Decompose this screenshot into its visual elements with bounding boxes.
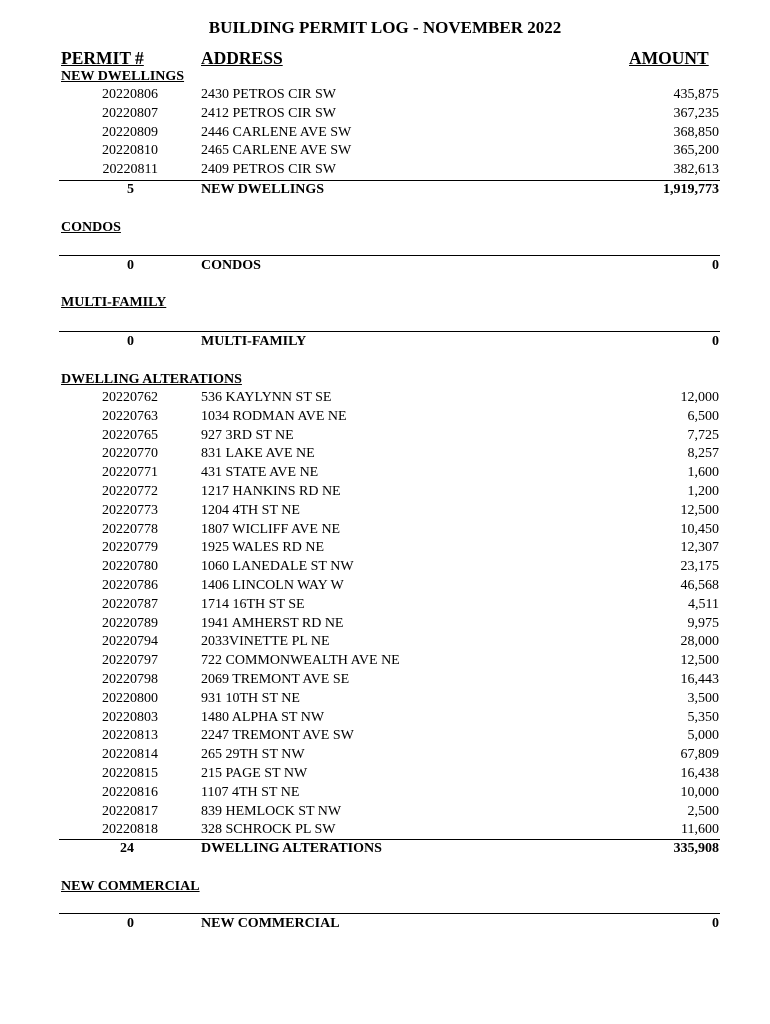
permit-number: 20220815 <box>102 765 158 781</box>
permit-number: 20220813 <box>102 728 158 744</box>
table-row <box>0 161 770 180</box>
table-row <box>0 746 770 765</box>
permit-number: 20220772 <box>102 483 158 499</box>
new-commercial-total-row <box>0 915 770 933</box>
column-header-amount: AMOUNT <box>629 48 709 68</box>
permit-amount: 12,000 <box>680 390 719 405</box>
table-row <box>0 821 770 840</box>
permit-number: 20220773 <box>102 502 158 518</box>
permit-amount: 10,000 <box>680 784 719 800</box>
permit-number: 20220786 <box>102 577 158 593</box>
permit-address: 2069 TREMONT AVE SE <box>201 671 350 687</box>
permit-amount: 67,809 <box>680 747 719 763</box>
table-row <box>0 558 770 577</box>
total-label: NEW COMMERCIAL <box>201 916 340 931</box>
permit-address: 839 HEMLOCK ST NW <box>201 803 342 819</box>
permit-address: 1060 LANEDALE ST NW <box>201 559 354 575</box>
permit-address: 831 LAKE AVE NE <box>201 446 315 462</box>
permit-address: 431 STATE AVE NE <box>201 465 319 481</box>
permit-amount: 12,307 <box>680 540 719 556</box>
permit-amount: 46,568 <box>680 577 719 593</box>
permit-amount: 365,200 <box>673 143 719 159</box>
permit-amount: 2,500 <box>687 803 719 819</box>
permit-amount: 1,200 <box>687 483 719 499</box>
total-amount: 335,908 <box>673 841 719 856</box>
permit-address: 1480 ALPHA ST NW <box>201 709 325 725</box>
permit-number: 20220797 <box>102 653 158 669</box>
permit-number: 20220762 <box>102 390 158 405</box>
permit-address: 2409 PETROS CIR SW <box>201 162 336 178</box>
permit-number: 20220803 <box>102 709 158 725</box>
permit-address: 215 PAGE ST NW <box>201 765 308 781</box>
dwelling-alterations-total-row <box>0 840 770 858</box>
permit-number: 20220809 <box>102 124 158 140</box>
section-label-multi-family: MULTI-FAMILY <box>61 295 167 310</box>
permit-number: 20220787 <box>102 596 158 612</box>
total-count: 24 <box>120 841 134 856</box>
section-label-new-dwellings: NEW DWELLINGS <box>61 69 185 84</box>
total-amount: 0 <box>712 334 719 349</box>
permit-amount: 4,511 <box>688 596 719 612</box>
table-row <box>0 483 770 502</box>
table-row <box>0 727 770 746</box>
table-row <box>0 803 770 822</box>
page-title: BUILDING PERMIT LOG - NOVEMBER 2022 <box>208 18 562 37</box>
multi-family-total-row <box>0 333 770 351</box>
permit-address: 1714 16TH ST SE <box>201 596 305 612</box>
permit-amount: 367,235 <box>673 105 719 121</box>
table-row <box>0 596 770 615</box>
permit-address: 2446 CARLENE AVE SW <box>201 124 352 140</box>
permit-number: 20220789 <box>102 615 158 631</box>
permit-amount: 16,443 <box>680 671 719 687</box>
permit-amount: 6,500 <box>687 408 719 424</box>
table-row <box>0 539 770 558</box>
condos-total-rule <box>59 255 720 256</box>
permit-number: 20220818 <box>102 822 158 838</box>
table-row <box>0 765 770 784</box>
permit-address: 1204 4TH ST NE <box>201 502 300 518</box>
permit-address: 927 3RD ST NE <box>201 427 294 443</box>
table-row <box>0 615 770 634</box>
permit-number: 20220798 <box>102 671 158 687</box>
permit-number: 20220816 <box>102 784 158 800</box>
permit-number: 20220778 <box>102 521 158 537</box>
table-row <box>0 577 770 596</box>
table-row <box>0 464 770 483</box>
table-row <box>0 709 770 728</box>
permit-address: 722 COMMONWEALTH AVE NE <box>201 653 400 669</box>
permit-amount: 28,000 <box>680 634 719 650</box>
section-label-new-commercial: NEW COMMERCIAL <box>61 879 200 894</box>
new-dwellings-list <box>0 86 770 180</box>
permit-number: 20220807 <box>102 105 158 121</box>
permit-number: 20220817 <box>102 803 158 819</box>
permit-address: 1107 4TH ST NE <box>201 784 300 800</box>
section-label-dwelling-alterations: DWELLING ALTERATIONS <box>61 372 242 387</box>
new-dwellings-total-row <box>0 181 770 199</box>
permit-address: 265 29TH ST NW <box>201 747 305 763</box>
permit-number: 20220771 <box>102 465 158 481</box>
permit-address: 2412 PETROS CIR SW <box>201 105 336 121</box>
permit-amount: 11,600 <box>681 822 719 838</box>
permit-amount: 382,613 <box>673 162 719 178</box>
permit-number: 20220779 <box>102 540 158 556</box>
permit-address: 931 10TH ST NE <box>201 690 300 706</box>
table-row <box>0 521 770 540</box>
permit-number: 20220814 <box>102 747 158 763</box>
total-amount: 0 <box>712 258 719 273</box>
table-row <box>0 142 770 161</box>
permit-number: 20220806 <box>102 87 158 102</box>
permit-address: 2465 CARLENE AVE SW <box>201 143 352 159</box>
permit-number: 20220794 <box>102 634 158 650</box>
permit-amount: 12,500 <box>680 502 719 518</box>
dwelling-alterations-list <box>0 389 770 840</box>
permit-address: 2430 PETROS CIR SW <box>201 87 336 102</box>
new-commercial-total-rule <box>59 913 720 914</box>
permit-amount: 1,600 <box>687 465 719 481</box>
table-row <box>0 427 770 446</box>
permit-address: 2033VINETTE PL NE <box>201 634 330 650</box>
table-row <box>0 389 770 408</box>
condos-total-row <box>0 257 770 275</box>
permit-address: 536 KAYLYNN ST SE <box>201 390 332 405</box>
permit-address: 328 SCHROCK PL SW <box>201 822 336 838</box>
table-row <box>0 105 770 124</box>
permit-address: 1925 WALES RD NE <box>201 540 325 556</box>
permit-number: 20220770 <box>102 446 158 462</box>
table-row <box>0 86 770 105</box>
total-amount: 1,919,773 <box>663 182 719 197</box>
table-row <box>0 633 770 652</box>
total-count: 0 <box>127 258 134 273</box>
permit-amount: 16,438 <box>680 765 719 781</box>
permit-amount: 8,257 <box>687 446 719 462</box>
permit-number: 20220763 <box>102 408 158 424</box>
total-label: CONDOS <box>201 258 261 273</box>
table-row <box>0 690 770 709</box>
total-count: 5 <box>127 182 134 197</box>
table-row <box>0 671 770 690</box>
permit-amount: 368,850 <box>673 124 719 140</box>
permit-number: 20220765 <box>102 427 158 443</box>
section-label-condos: CONDOS <box>61 220 121 235</box>
total-count: 0 <box>127 334 134 349</box>
permit-address: 1406 LINCOLN WAY W <box>201 577 344 593</box>
permit-address: 1217 HANKINS RD NE <box>201 483 341 499</box>
column-header-permit: PERMIT # <box>61 48 144 68</box>
permit-amount: 7,725 <box>687 427 719 443</box>
permit-amount: 435,875 <box>673 87 719 102</box>
total-label: MULTI-FAMILY <box>201 334 307 349</box>
permit-amount: 10,450 <box>680 521 719 537</box>
permit-address: 1807 WICLIFF AVE NE <box>201 521 341 537</box>
permit-address: 2247 TREMONT AVE SW <box>201 728 354 744</box>
multi-family-total-rule <box>59 331 720 332</box>
table-row <box>0 408 770 427</box>
permit-amount: 12,500 <box>680 653 719 669</box>
permit-amount: 9,975 <box>687 615 719 631</box>
permit-amount: 3,500 <box>687 690 719 706</box>
permit-number: 20220810 <box>102 143 158 159</box>
total-amount: 0 <box>712 916 719 931</box>
total-label: NEW DWELLINGS <box>201 182 325 197</box>
permit-number: 20220811 <box>102 162 158 178</box>
column-header-address: ADDRESS <box>201 48 283 68</box>
permit-amount: 5,000 <box>687 728 719 744</box>
table-row <box>0 652 770 671</box>
table-row <box>0 502 770 521</box>
total-count: 0 <box>127 916 134 931</box>
permit-number: 20220780 <box>102 559 158 575</box>
permit-number: 20220800 <box>102 690 158 706</box>
permit-address: 1941 AMHERST RD NE <box>201 615 344 631</box>
table-row <box>0 124 770 143</box>
table-row <box>0 445 770 464</box>
permit-amount: 23,175 <box>680 559 719 575</box>
table-row <box>0 784 770 803</box>
permit-amount: 5,350 <box>687 709 719 725</box>
permit-address: 1034 RODMAN AVE NE <box>201 408 347 424</box>
total-label: DWELLING ALTERATIONS <box>201 841 382 856</box>
